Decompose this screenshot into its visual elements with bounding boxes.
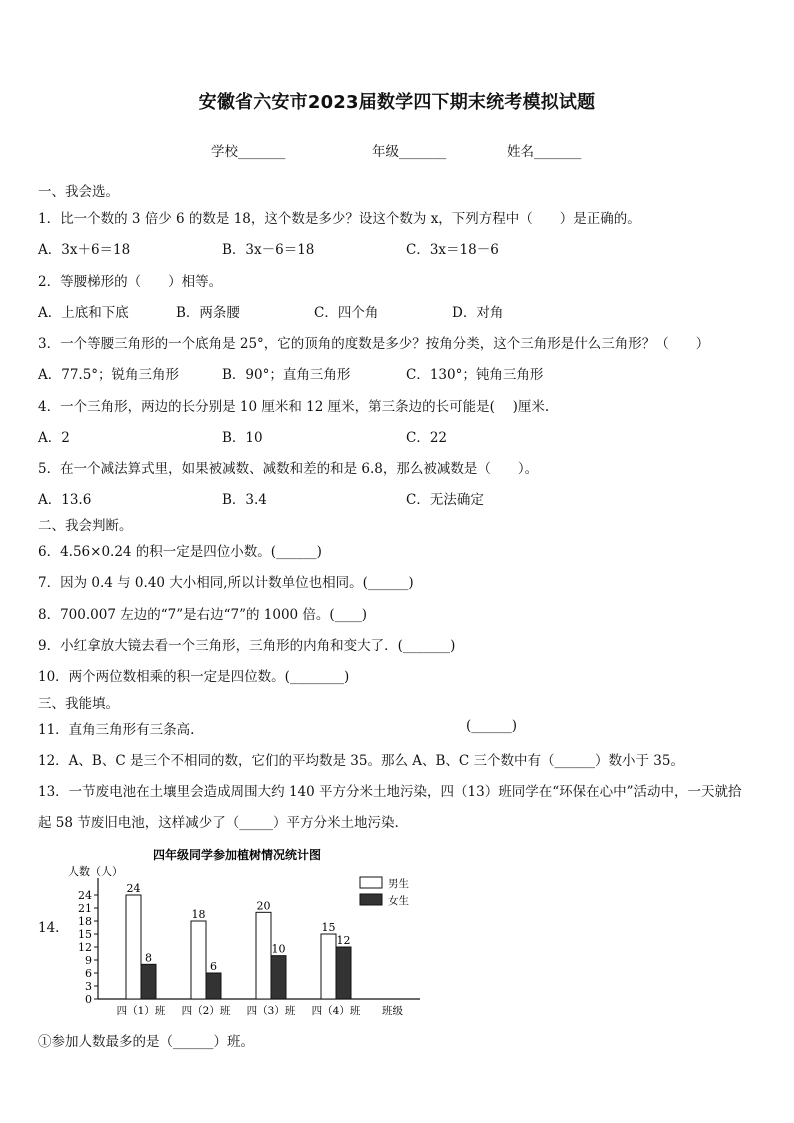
bar-value-label: 6 bbox=[210, 960, 217, 973]
bar-boys bbox=[126, 895, 141, 999]
legend-label: 女生 bbox=[388, 895, 409, 907]
question-12: 12．A、B、C 是三个不相同的数，它们的平均数是 35。那么 A、B、C 三个数中有（______）数小于 35。 bbox=[38, 753, 684, 769]
q4-option-b[interactable]: B．10 bbox=[222, 430, 263, 446]
q3-option-a[interactable]: A．77.5°；锐角三角形 bbox=[38, 367, 180, 383]
bar-value-label: 24 bbox=[126, 882, 141, 895]
y-tick-label: 12 bbox=[78, 941, 92, 954]
bar-girls bbox=[206, 973, 221, 999]
question-11: 11．直角三角形有三条高. bbox=[38, 722, 195, 738]
school-field[interactable]: 学校_______ bbox=[211, 144, 286, 160]
q3-option-c[interactable]: C．130°；钝角三角形 bbox=[406, 367, 544, 383]
grade-field[interactable]: 年级_______ bbox=[372, 144, 447, 160]
section-heading-choice: 一、我会选。 bbox=[38, 184, 119, 200]
y-tick-label: 15 bbox=[78, 928, 92, 941]
question-14-sub-1: ①参加人数最多的是（______）班。 bbox=[38, 1034, 254, 1050]
q2-option-d[interactable]: D．对角 bbox=[452, 305, 504, 321]
y-tick-label: 6 bbox=[85, 967, 92, 980]
question-1: 1．比一个数的 3 倍少 6 的数是 18，这个数是多少？设这个数为 x，下列方程中（ ）是正确的。 bbox=[38, 211, 641, 227]
section-heading-judge: 二、我会判断。 bbox=[38, 518, 133, 534]
q1-option-a[interactable]: A．3x＋6＝18 bbox=[38, 242, 131, 258]
question-8: 8．700.007 左边的“7”是右边“7”的 1000 倍。(____) bbox=[38, 607, 367, 623]
q2-option-b[interactable]: B．两条腰 bbox=[176, 305, 240, 321]
question-3: 3．一个等腰三角形的一个底角是 25°，它的顶角的度数是多少？按角分类，这个三角形是什么三角形？（ ） bbox=[38, 336, 710, 352]
q4-option-a[interactable]: A．2 bbox=[38, 430, 70, 446]
x-category-label: 四（2）班 bbox=[181, 1005, 231, 1017]
x-category-label: 四（1）班 bbox=[116, 1005, 166, 1017]
bar-girls bbox=[271, 956, 286, 999]
bar-value-label: 10 bbox=[271, 942, 286, 956]
y-tick-label: 0 bbox=[85, 993, 92, 1006]
tree-planting-bar-chart bbox=[32, 842, 422, 1022]
y-tick-label: 9 bbox=[85, 954, 92, 967]
legend-swatch bbox=[360, 894, 382, 905]
question-2: 2．等腰梯形的（ ）相等。 bbox=[38, 274, 223, 290]
bar-value-label: 8 bbox=[145, 951, 152, 965]
y-tick-label: 21 bbox=[78, 902, 92, 915]
chart-x-axis-label: 班级 bbox=[382, 1005, 403, 1017]
bar-value-label: 15 bbox=[321, 921, 336, 934]
q4-option-c[interactable]: C．22 bbox=[406, 430, 448, 446]
y-tick-label: 24 bbox=[78, 889, 92, 902]
section-heading-fill: 三、我能填。 bbox=[38, 696, 119, 712]
bar-value-label: 20 bbox=[256, 899, 271, 913]
y-tick-label: 18 bbox=[78, 915, 92, 928]
bar-girls bbox=[336, 947, 351, 999]
q2-option-a[interactable]: A．上底和下底 bbox=[38, 305, 129, 321]
q11-answer-blank[interactable]: (______) bbox=[466, 718, 518, 734]
legend-swatch bbox=[360, 877, 382, 888]
question-13-line-2: 起 58 节废旧电池，这样减少了（_____）平方分米土地污染. bbox=[38, 815, 399, 831]
q5-option-c[interactable]: C．无法确定 bbox=[406, 492, 484, 508]
q1-option-b[interactable]: B．3x－6＝18 bbox=[222, 242, 315, 258]
bar-value-label: 12 bbox=[336, 934, 351, 947]
chart-svg bbox=[32, 842, 422, 1022]
question-9: 9．小红拿放大镜去看一个三角形，三角形的内角和变大了．(_______) bbox=[38, 638, 456, 654]
bar-boys bbox=[256, 912, 271, 999]
page-title: 安徽省六安市2023届数学四下期末统考模拟试题 bbox=[198, 92, 596, 113]
question-7: 7．因为 0.4 与 0.40 大小相同,所以计数单位也相同。(______) bbox=[38, 575, 414, 591]
q1-option-c[interactable]: C．3x＝18－6 bbox=[406, 242, 499, 258]
legend-label: 男生 bbox=[388, 878, 409, 890]
q2-option-c[interactable]: C．四个角 bbox=[314, 305, 379, 321]
question-6: 6．4.56×0.24 的积一定是四位小数。(______) bbox=[38, 544, 322, 560]
name-field[interactable]: 姓名_______ bbox=[507, 144, 582, 160]
question-14-number: 14. bbox=[38, 920, 60, 936]
x-category-label: 四（4）班 bbox=[311, 1005, 361, 1017]
q5-option-a[interactable]: A．13.6 bbox=[38, 492, 92, 508]
question-5: 5．在一个减法算式里，如果被减数、减数和差的和是 6.8，那么被减数是（ ）。 bbox=[38, 461, 539, 477]
chart-title: 四年级同学参加植树情况统计图 bbox=[152, 848, 322, 862]
question-10: 10．两个两位数相乘的积一定是四位数。(________) bbox=[38, 669, 350, 685]
x-category-label: 四（3）班 bbox=[246, 1005, 296, 1017]
bar-boys bbox=[321, 934, 336, 999]
y-tick-label: 3 bbox=[85, 980, 92, 993]
chart-y-axis-label: 人数（人） bbox=[68, 865, 123, 878]
q5-option-b[interactable]: B．3.4 bbox=[222, 492, 267, 508]
bar-boys bbox=[191, 921, 206, 999]
question-4: 4．一个三角形，两边的长分别是 10 厘米和 12 厘米，第三条边的长可能是( )厘米. bbox=[38, 399, 550, 415]
question-13-line-1: 13．一节废电池在土壤里会造成周围大约 140 平方分米土地污染，四（13）班同学在“环保在心中”活动中，一天就拾 bbox=[38, 784, 742, 800]
bar-value-label: 18 bbox=[191, 908, 206, 921]
q3-option-b[interactable]: B．90°；直角三角形 bbox=[222, 367, 351, 383]
bar-girls bbox=[141, 964, 156, 999]
